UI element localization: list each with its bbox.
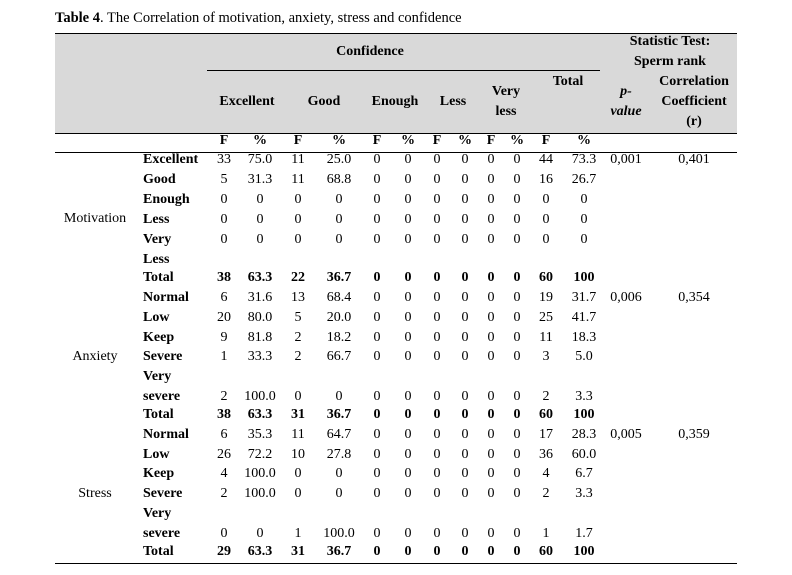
table-cell: 0 xyxy=(513,407,521,422)
correlation-heading-2: Coefficient xyxy=(661,94,727,109)
row-label: Keep xyxy=(143,330,175,345)
table-cell: 0 xyxy=(461,172,469,187)
p-value-cell: 0,005 xyxy=(610,427,642,442)
table-cell: 0 xyxy=(513,172,521,187)
table-cell: 0 xyxy=(433,270,441,285)
row-label: Total xyxy=(143,407,174,422)
table-cell: 0 xyxy=(542,192,550,207)
row-label: Keep xyxy=(143,466,175,481)
table-cell: 33 xyxy=(217,152,231,167)
total-heading: Total xyxy=(552,74,584,89)
table-cell: 0 xyxy=(487,152,495,167)
table-cell: 0 xyxy=(461,427,469,442)
table-cell: 60 xyxy=(539,407,553,422)
table-cell: 0 xyxy=(461,270,469,285)
table-cell: 44 xyxy=(539,152,553,167)
table-cell: 0 xyxy=(580,192,588,207)
table-cell: 0 xyxy=(335,486,343,501)
subheader-f: F xyxy=(432,133,442,148)
level-good-heading: Good xyxy=(307,94,341,109)
table-cell: 0 xyxy=(433,407,441,422)
table-cell: 31.6 xyxy=(247,290,273,305)
table-cell: 0 xyxy=(461,407,469,422)
table-cell: 100 xyxy=(573,270,595,285)
table-cell: 0 xyxy=(373,232,381,247)
table-cell: 1 xyxy=(542,526,550,541)
row-label: Low xyxy=(143,310,170,325)
table-cell: 0 xyxy=(373,192,381,207)
table-cell: 18.2 xyxy=(326,330,352,345)
table-cell: 0 xyxy=(461,526,469,541)
row-label: Good xyxy=(143,172,176,187)
table-cell: 0 xyxy=(487,330,495,345)
table-cell: 0 xyxy=(373,349,381,364)
table-cell: 1 xyxy=(220,349,228,364)
row-label: Enough xyxy=(143,192,190,207)
table-cell: 28.3 xyxy=(571,427,597,442)
table-cell: 0 xyxy=(513,447,521,462)
table-cell: 0 xyxy=(513,270,521,285)
correlation-cell: 0,359 xyxy=(678,427,710,442)
table-cell: 100.0 xyxy=(244,466,276,481)
table-cell: 18.3 xyxy=(571,330,597,345)
table-cell: 0 xyxy=(487,526,495,541)
level-less-heading: Less xyxy=(439,94,467,109)
table-cell: 16 xyxy=(539,172,553,187)
table-cell: 0 xyxy=(487,270,495,285)
header-bottom-rule xyxy=(55,133,737,134)
table-cell: 2 xyxy=(220,486,228,501)
table-cell: 27.8 xyxy=(326,447,352,462)
table-cell: 31 xyxy=(291,544,305,559)
table-cell: 10 xyxy=(291,447,305,462)
row-label: Severe xyxy=(143,349,183,364)
row-label: Excellent xyxy=(143,152,199,167)
table-cell: 0 xyxy=(513,526,521,541)
table-cell: 72.2 xyxy=(247,447,273,462)
table-cell: 0 xyxy=(433,447,441,462)
table-cell: 0 xyxy=(487,407,495,422)
p-value-heading-1: p- xyxy=(620,84,632,99)
table-cell: 3 xyxy=(542,349,550,364)
table-cell: 0 xyxy=(220,212,228,227)
table-cell: 41.7 xyxy=(571,310,597,325)
table-cell: 0 xyxy=(335,389,343,404)
row-label: severe xyxy=(143,389,181,404)
table-cell: 0 xyxy=(461,544,469,559)
table-cell: 29 xyxy=(217,544,231,559)
table-cell: 0 xyxy=(256,232,264,247)
table-cell: 36.7 xyxy=(326,270,352,285)
table-cell: 25 xyxy=(539,310,553,325)
correlation-cell: 0,401 xyxy=(678,152,710,167)
table-cell: 38 xyxy=(217,270,231,285)
table-caption-text: . The Correlation of motivation, anxiety, stress and confidence xyxy=(100,10,462,26)
table-cell: 0 xyxy=(294,389,302,404)
table-cell: 0 xyxy=(461,232,469,247)
table-cell: 0 xyxy=(433,389,441,404)
table-cell: 6 xyxy=(220,427,228,442)
table-cell: 0 xyxy=(487,192,495,207)
table-cell: 0 xyxy=(373,466,381,481)
table-cell: 0 xyxy=(433,544,441,559)
table-cell: 4 xyxy=(220,466,228,481)
table-cell: 0 xyxy=(220,232,228,247)
table-cell: 31.7 xyxy=(571,290,597,305)
p-value-cell: 0,001 xyxy=(610,152,642,167)
table-cell: 0 xyxy=(461,447,469,462)
table-cell: 0 xyxy=(433,427,441,442)
table-cell: 0 xyxy=(404,172,412,187)
table-cell: 20.0 xyxy=(326,310,352,325)
confidence-heading: Confidence xyxy=(336,44,404,59)
table-cell: 0 xyxy=(294,232,302,247)
table-cell: 0 xyxy=(513,349,521,364)
subheader-percent: % xyxy=(401,133,415,148)
table-cell: 63.3 xyxy=(247,544,273,559)
table-cell: 0 xyxy=(513,152,521,167)
table-cell: 26.7 xyxy=(571,172,597,187)
table-cell: 63.3 xyxy=(247,270,273,285)
table-cell: 0 xyxy=(373,407,381,422)
table-cell: 0 xyxy=(461,330,469,345)
table-cell: 0 xyxy=(513,466,521,481)
table-cell: 0 xyxy=(373,290,381,305)
table-cell: 0 xyxy=(461,290,469,305)
table-cell: 5 xyxy=(294,310,302,325)
row-label: Very xyxy=(143,232,172,247)
table-cell: 33.3 xyxy=(247,349,273,364)
row-label: Normal xyxy=(143,427,189,442)
table-cell: 0 xyxy=(487,447,495,462)
row-label: Very xyxy=(143,506,172,521)
table-cell: 0 xyxy=(433,330,441,345)
table-caption-label: Table 4 xyxy=(55,10,100,26)
correlation-heading-3: (r) xyxy=(686,114,702,129)
table-cell: 19 xyxy=(539,290,553,305)
table-cell: 1 xyxy=(294,526,302,541)
row-label: Normal xyxy=(143,290,189,305)
table-cell: 0 xyxy=(487,290,495,305)
table-cell: 0 xyxy=(513,389,521,404)
table-cell: 0 xyxy=(461,152,469,167)
subheader-f: F xyxy=(293,133,303,148)
table-cell: 36.7 xyxy=(326,407,352,422)
row-label: Total xyxy=(143,544,174,559)
table-cell: 0 xyxy=(373,427,381,442)
table-caption xyxy=(55,10,462,27)
table-cell: 0 xyxy=(487,310,495,325)
row-label: Total xyxy=(143,270,174,285)
table-cell: 0 xyxy=(335,466,343,481)
table-cell: 66.7 xyxy=(326,349,352,364)
table-cell: 0 xyxy=(433,192,441,207)
table-cell: 0 xyxy=(404,544,412,559)
table-cell: 60 xyxy=(539,544,553,559)
table-cell: 2 xyxy=(220,389,228,404)
p-value-heading-2: value xyxy=(610,104,642,119)
table-cell: 0 xyxy=(513,427,521,442)
table-cell: 0 xyxy=(373,172,381,187)
table-cell: 0 xyxy=(487,389,495,404)
table-cell: 0 xyxy=(404,427,412,442)
table-cell: 0 xyxy=(294,212,302,227)
table-cell: 0 xyxy=(404,330,412,345)
table-cell: 0 xyxy=(404,270,412,285)
table-cell: 0 xyxy=(404,192,412,207)
table-cell: 0 xyxy=(461,486,469,501)
table-cell: 5 xyxy=(220,172,228,187)
subheader-percent: % xyxy=(332,133,346,148)
level-enough-heading: Enough xyxy=(371,94,419,109)
statistic-test-heading: Statistic Test: xyxy=(629,34,711,49)
table-cell: 0 xyxy=(513,330,521,345)
subheader-percent: % xyxy=(458,133,472,148)
level-very-less-heading-2: less xyxy=(495,104,517,119)
level-very-less-heading-1: Very xyxy=(491,84,521,99)
table-cell: 0 xyxy=(461,212,469,227)
table-cell: 0 xyxy=(373,389,381,404)
table-cell: 100 xyxy=(573,544,595,559)
table-cell: 38 xyxy=(217,407,231,422)
table-cell: 0 xyxy=(513,486,521,501)
table-cell: 0 xyxy=(461,310,469,325)
table-cell: 0 xyxy=(256,212,264,227)
table-cell: 0 xyxy=(487,232,495,247)
table-cell: 0 xyxy=(373,330,381,345)
table-cell: 0 xyxy=(513,192,521,207)
subheader-f: F xyxy=(372,133,382,148)
subheader-f: F xyxy=(219,133,229,148)
group-label: Stress xyxy=(78,485,112,501)
table-cell: 26 xyxy=(217,447,231,462)
table-cell: 73.3 xyxy=(571,152,597,167)
row-label: Low xyxy=(143,447,170,462)
subheader-percent: % xyxy=(577,133,591,148)
table-cell: 0 xyxy=(461,466,469,481)
table-cell: 2 xyxy=(542,389,550,404)
table-cell: 0 xyxy=(373,486,381,501)
sperm-rank-heading: Sperm rank xyxy=(634,54,706,69)
table-cell: 0 xyxy=(373,526,381,541)
table-cell: 0 xyxy=(404,389,412,404)
table-cell: 0 xyxy=(220,526,228,541)
level-excellent-heading: Excellent xyxy=(219,94,275,109)
table-bottom-rule xyxy=(55,563,737,564)
subheader-f: F xyxy=(541,133,551,148)
table-cell: 0 xyxy=(513,232,521,247)
table-cell: 60 xyxy=(539,270,553,285)
table-cell: 0 xyxy=(461,192,469,207)
table-cell: 0 xyxy=(461,349,469,364)
table-cell: 0 xyxy=(433,290,441,305)
table-cell: 6.7 xyxy=(575,466,593,481)
table-cell: 20 xyxy=(217,310,231,325)
table-cell: 31.3 xyxy=(247,172,273,187)
table-cell: 36.7 xyxy=(326,544,352,559)
table-cell: 0 xyxy=(256,192,264,207)
table-cell: 0 xyxy=(433,310,441,325)
correlation-heading-1: Correlation xyxy=(659,74,729,89)
table-cell: 0 xyxy=(542,232,550,247)
table-cell: 6 xyxy=(220,290,228,305)
table-cell: 0 xyxy=(373,447,381,462)
table-cell: 13 xyxy=(291,290,305,305)
table-cell: 0 xyxy=(580,212,588,227)
p-value-cell: 0,006 xyxy=(610,290,642,305)
group-label: Motivation xyxy=(63,211,127,226)
table-cell: 100.0 xyxy=(244,486,276,501)
table-cell: 80.0 xyxy=(247,310,273,325)
table-cell: 0 xyxy=(404,310,412,325)
table-cell: 11 xyxy=(291,172,305,187)
table-cell: 0 xyxy=(433,152,441,167)
table-cell: 0 xyxy=(404,486,412,501)
table-cell: 75.0 xyxy=(247,152,273,167)
table-cell: 11 xyxy=(539,330,553,345)
table-cell: 63.3 xyxy=(247,407,273,422)
table-cell: 0 xyxy=(433,232,441,247)
table-cell: 0 xyxy=(404,466,412,481)
subheader-f: F xyxy=(486,133,496,148)
table-cell: 0 xyxy=(404,526,412,541)
table-cell: 0 xyxy=(404,232,412,247)
table-cell: 3.3 xyxy=(575,389,593,404)
table-cell: 9 xyxy=(220,330,228,345)
table-cell: 100.0 xyxy=(244,389,276,404)
table-cell: 0 xyxy=(335,212,343,227)
table-cell: 0 xyxy=(513,310,521,325)
table-cell: 0 xyxy=(404,447,412,462)
table-cell: 68.4 xyxy=(326,290,352,305)
table-cell: 35.3 xyxy=(247,427,273,442)
table-cell: 0 xyxy=(487,349,495,364)
table-cell: 0 xyxy=(404,212,412,227)
correlation-cell: 0,354 xyxy=(678,290,710,305)
table-cell: 0 xyxy=(404,290,412,305)
table-cell: 3.3 xyxy=(575,486,593,501)
table-cell: 68.8 xyxy=(326,172,352,187)
table-cell: 0 xyxy=(487,544,495,559)
table-cell: 11 xyxy=(291,152,305,167)
table-cell: 0 xyxy=(513,290,521,305)
table-cell: 0 xyxy=(335,192,343,207)
table-cell: 0 xyxy=(513,544,521,559)
table-cell: 0 xyxy=(433,212,441,227)
table-cell: 0 xyxy=(373,270,381,285)
table-cell: 22 xyxy=(291,270,305,285)
table-cell: 31 xyxy=(291,407,305,422)
table-cell: 81.8 xyxy=(247,330,273,345)
table-cell: 0 xyxy=(487,212,495,227)
subheader-percent: % xyxy=(510,133,524,148)
table-cell: 0 xyxy=(294,466,302,481)
table-cell: 0 xyxy=(461,389,469,404)
row-label: Less xyxy=(143,252,170,267)
group-label: Anxiety xyxy=(72,348,118,364)
table-cell: 100.0 xyxy=(323,526,355,541)
table-cell: 5.0 xyxy=(575,349,593,364)
table-cell: 0 xyxy=(335,232,343,247)
row-label: Severe xyxy=(143,486,183,501)
table-cell: 100 xyxy=(573,407,595,422)
table-cell: 0 xyxy=(433,172,441,187)
row-label: Less xyxy=(143,212,170,227)
table-cell: 1.7 xyxy=(575,526,593,541)
row-label: severe xyxy=(143,526,181,541)
table-cell: 0 xyxy=(373,212,381,227)
table-cell: 64.7 xyxy=(326,427,352,442)
table-cell: 0 xyxy=(487,172,495,187)
table-cell: 4 xyxy=(542,466,550,481)
table-cell: 0 xyxy=(373,310,381,325)
table-cell: 0 xyxy=(373,152,381,167)
table-cell: 11 xyxy=(291,427,305,442)
table-cell: 0 xyxy=(373,544,381,559)
table-cell: 0 xyxy=(487,466,495,481)
table-cell: 25.0 xyxy=(326,152,352,167)
table-cell: 0 xyxy=(433,526,441,541)
table-cell: 17 xyxy=(539,427,553,442)
table-cell: 0 xyxy=(433,466,441,481)
table-cell: 0 xyxy=(542,212,550,227)
table-cell: 2 xyxy=(294,330,302,345)
table-cell: 2 xyxy=(542,486,550,501)
table-cell: 0 xyxy=(487,486,495,501)
table-cell: 0 xyxy=(487,427,495,442)
table-cell: 0 xyxy=(433,486,441,501)
table-cell: 0 xyxy=(580,232,588,247)
table-cell: 0 xyxy=(404,152,412,167)
table-cell: 0 xyxy=(513,212,521,227)
table-cell: 0 xyxy=(256,526,264,541)
table-cell: 0 xyxy=(220,192,228,207)
confidence-underline xyxy=(207,70,600,71)
subheader-percent: % xyxy=(253,133,267,148)
row-label: Very xyxy=(143,369,172,384)
table-cell: 0 xyxy=(433,349,441,364)
table-cell: 0 xyxy=(404,349,412,364)
table-cell: 0 xyxy=(294,486,302,501)
table-cell: 60.0 xyxy=(571,447,597,462)
table-cell: 36 xyxy=(539,447,553,462)
table-cell: 0 xyxy=(294,192,302,207)
table-cell: 2 xyxy=(294,349,302,364)
table-cell: 0 xyxy=(404,407,412,422)
